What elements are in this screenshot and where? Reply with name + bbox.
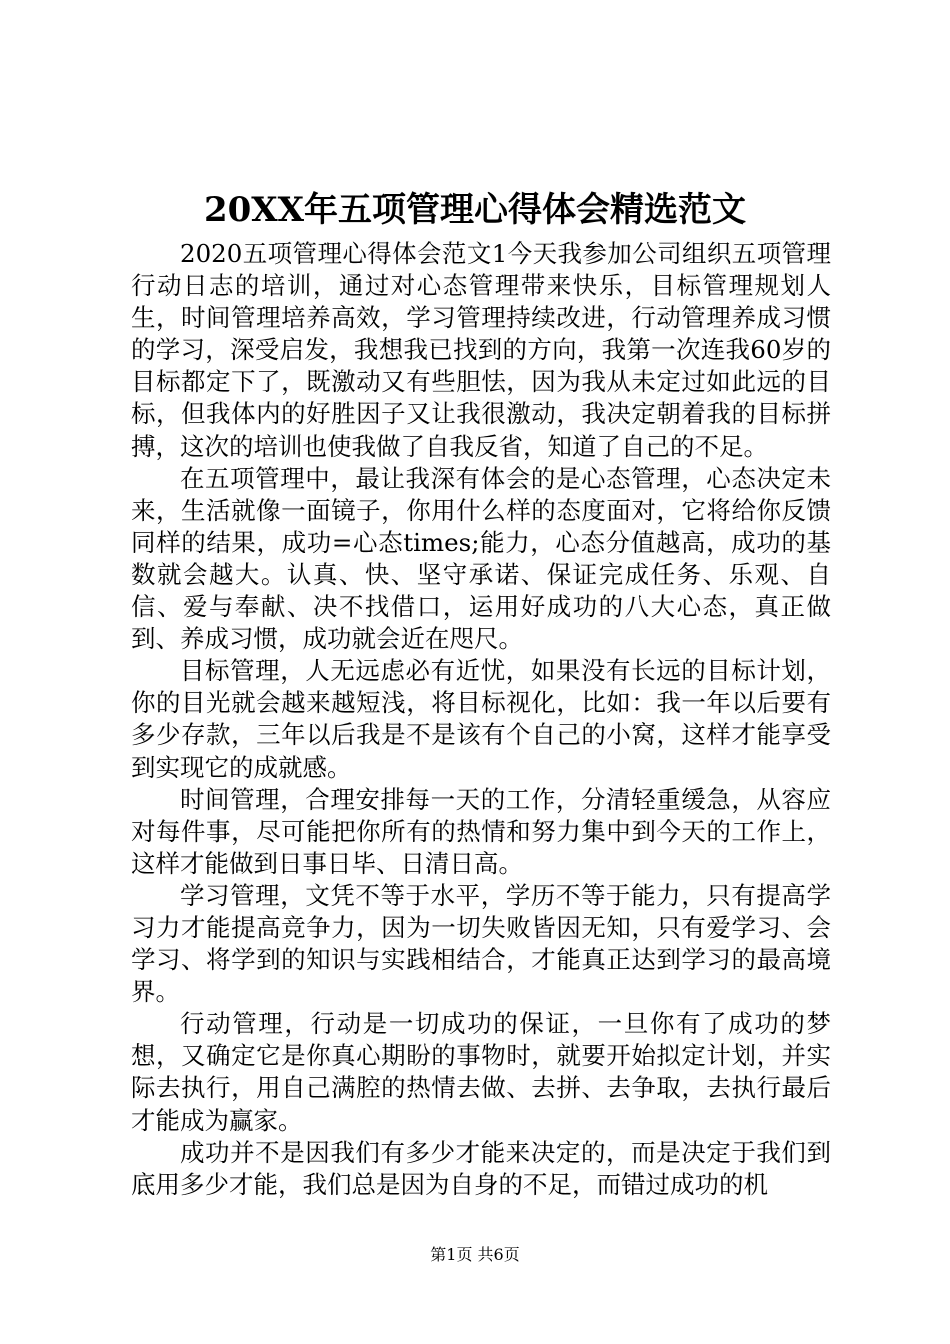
paragraph: 目标管理，人无远虑必有近忧，如果没有长远的目标计划，你的目光就会越来越短浅，将目标视化，比如：我一年以后要有多少存款，三年以后我是不是该有个自己的小窝，这样才能享受到实现它的成就感。 <box>131 656 831 782</box>
paragraph: 2020五项管理心得体会范文1今天我参加公司组织五项管理行动日志的培训，通过对心态管理带来快乐，目标管理规划人生，时间管理培养高效，学习管理持续改进，行动管理养成习惯的学习，深受启发，我想我已找到的方向，我第一次连我60岁的目标都定下了，既激动又有些胆怯，因为我从未定过如此远的目标，但我体内的好胜因子又让我很激动，我决定朝着我的目标拼搏，这次的培训也使我做了自我反省，知道了自己的不足。 <box>131 239 831 461</box>
document-body <box>131 238 831 1201</box>
page-title: 20XX年五项管理心得体会精选范文 <box>203 190 747 230</box>
paragraph: 行动管理，行动是一切成功的保证，一旦你有了成功的梦想，又确定它是你真心期盼的事物时，就要开始拟定计划，并实际去执行，用自己满腔的热情去做、去拼、去争取，去执行最后才能成为赢家。 <box>131 1009 831 1135</box>
page-number: 第1页 共6页 <box>430 1245 520 1264</box>
paragraph: 时间管理，合理安排每一天的工作，分清轻重缓急，从容应对每件事，尽可能把你所有的热情和努力集中到今天的工作上，这样才能做到日事日毕、日清日高。 <box>131 784 831 878</box>
paragraph: 成功并不是因我们有多少才能来决定的，而是决定于我们到底用多少才能，我们总是因为自身的不足，而错过成功的机 <box>131 1137 831 1199</box>
paragraph: 在五项管理中，最让我深有体会的是心态管理，心态决定未来，生活就像一面镜子，你用什么样的态度面对，它将给你反馈同样的结果，成功=心态times;能力，心态分值越高，成功的基数就会越大。认真、快、坚守承诺、保证完成任务、乐观、自信、爱与奉献、决不找借口，运用好成功的八大心态，真正做到、养成习惯，成功就会近在咫尺。 <box>131 463 831 654</box>
paragraph: 学习管理，文凭不等于水平，学历不等于能力，只有提高学习力才能提高竞争力，因为一切失败皆因无知，只有爱学习、会学习、将学到的知识与实践相结合，才能真正达到学习的最高境界。 <box>131 880 831 1007</box>
